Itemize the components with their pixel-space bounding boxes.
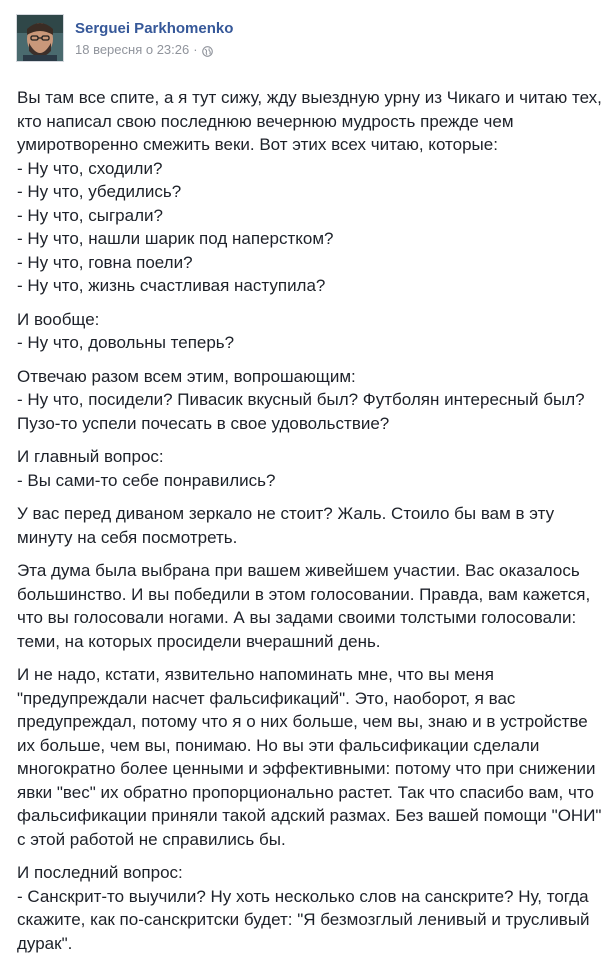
- post-paragraph-6: Эта дума была выбрана при вашем живейшем участии. Вас оказалось большинство. И вы победили в этом голосовании. Правда, вам кажется, что вы голосовали ногами. А вы задами своими толстыми голосовали: теми, на которых просидели вчерашний день.: [17, 561, 591, 651]
- post-header: [16, 14, 233, 64]
- post-meta: [75, 14, 233, 58]
- post-paragraph-2: И вообще: - Ну что, довольны теперь?: [17, 309, 235, 352]
- post-paragraph-7: И не надо, кстати, язвительно напоминать мне, что вы меня "предупреждали насчет фальсификаций". Это, наоборот, я вас предупреждал, потому что я о них больше, чем вы, знаю и в устройстве их больше, чем вы, понимаю. Но вы эти фальсификации сделали многократно более ценными и эффективными: потому что при снижении явки "вес" их обратно пропорционально растет. Так что спасибо вам, что фальсификации приняли такой адский размах. Без вашей помощи "ОНИ" с этой работой не справились бы.: [17, 665, 602, 849]
- post-paragraph-3: Отвечаю разом всем этим, вопрошающим: - Ну что, посидели? Пивасик вкусный был? Футболян интересный был? Пузо-то успели почесать в свое удовольствие?: [17, 366, 585, 433]
- avatar-image: [17, 15, 63, 61]
- meta-separator: ·: [193, 42, 198, 57]
- author-name-link[interactable]: Serguei Parkhomenko: [75, 20, 234, 37]
- avatar[interactable]: [16, 14, 64, 62]
- post-paragraph-5: У вас перед диваном зеркало не стоит? Жаль. Стоило бы вам в эту минуту на себя посмотреть.: [17, 504, 555, 547]
- post-paragraph-8: И последний вопрос: - Санскрит-то выучили? Ну хоть несколько слов на санскрите? Ну, тогда скажите, как по-санскритски будет: "Я безмозглый ленивый и трусливый дурак".: [17, 863, 590, 953]
- post-paragraph-1: Вы там все спите, а я тут сижу, жду выездную урну из Чикаго и читаю тех, кто написал свою последнюю вечернюю мудрость прежде чем умиротворенно смежить веки. Вот этих всех читаю, которые: - Ну что, сходили? - Ну что, убедились? - Ну что, сыграли? - Ну что, нашли шарик под наперстком? - Ну что, говна поели? - Ну что, жизнь счастливая наступила?: [17, 88, 602, 295]
- globe-icon[interactable]: [202, 45, 213, 56]
- post-content: [17, 86, 603, 965]
- post-timestamp-link[interactable]: 18 вересня о 23:26: [75, 42, 190, 57]
- post-paragraph-4: И главный вопрос: - Вы сами-то себе понравились?: [17, 447, 276, 490]
- post-timeline: [75, 42, 233, 58]
